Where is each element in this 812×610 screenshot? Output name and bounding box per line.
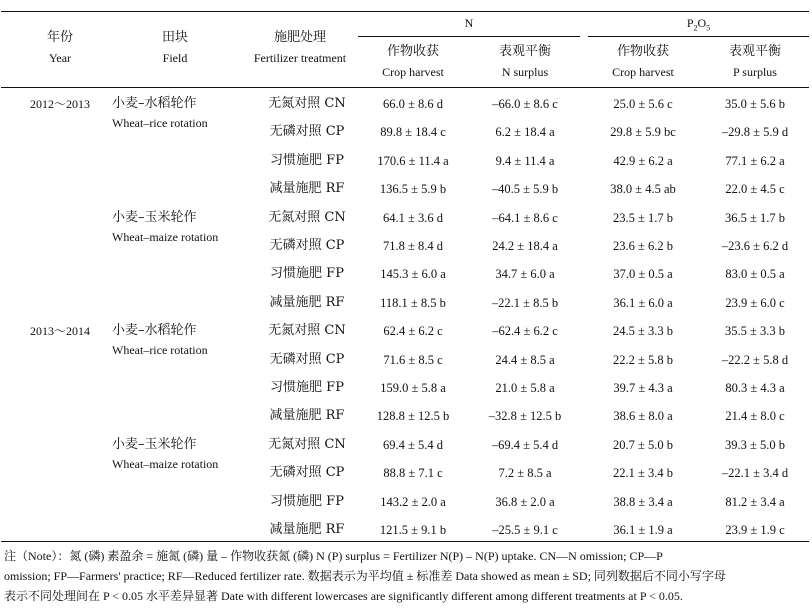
cell-n-surplus: 6.2 ± 18.4 a [495,125,555,140]
table-note [4,546,808,606]
cell-n-crop: 136.5 ± 5.9 b [379,182,447,197]
cell-treatment: 减量施肥 RF [269,181,345,197]
cell-n-crop: 69.4 ± 5.4 d [383,437,443,452]
cell-treatment: 减量施肥 RF [269,294,345,310]
cell-n-surplus: 21.0 ± 5.8 a [495,381,555,395]
cell-treatment: 习惯施肥 FP [270,380,344,395]
header-p-balance-zh: 表观平衡 [728,44,781,59]
cell-p-crop: 38.6 ± 8.0 a [613,409,673,424]
p2o5-o: O [697,16,707,30]
cell-p-surplus: 77.1 ± 6.2 a [725,153,785,168]
cell-treatment: 习惯施肥 FP [270,152,344,168]
cell-p-crop: 20.7 ± 5.0 b [613,437,673,452]
cell-treatment: 无氮对照 CN [268,96,346,111]
cell-n-crop: 71.6 ± 8.5 c [383,352,443,367]
cell-p-crop: 23.6 ± 6.2 b [613,239,673,253]
cell-treatment: 无磷对照 CP [269,351,345,367]
cell-p-surplus: –23.6 ± 6.2 d [721,239,789,253]
cell-p-crop: 22.2 ± 5.8 b [613,352,673,367]
cell-treatment: 无磷对照 CP [269,124,345,140]
cell-p-surplus: 83.0 ± 0.5 a [725,267,785,282]
cell-treatment: 习惯施肥 FP [270,266,344,282]
header-year-en: Year [48,51,72,65]
cell-p-crop: 38.8 ± 3.4 a [613,494,673,509]
cell-p-surplus: 36.5 ± 1.7 b [725,210,785,225]
header-p-crop-zh: 作物收获 [616,44,669,59]
p2o5-p: P [686,16,694,30]
cell-p-crop: 39.7 ± 4.3 a [613,381,673,395]
cell-n-crop: 118.1 ± 8.5 b [380,295,446,310]
header-treatment-en: Fertilizer treatment [253,51,347,65]
cell-n-crop: 64.1 ± 3.6 d [383,210,443,225]
table-bottom-rule [1,541,809,542]
header-field-zh: 田块 [161,30,188,45]
note-line-1: 注（Note）：氮 (磷) 素盈余 = 施氮 (磷) 量 – 作物收获氮 (磷) N (P) surplus = Fertilizer N(P) – N(P) uptake. CN—N omission; CP—P [4,549,663,563]
p2o5-sub-5: 5 [706,23,711,33]
cell-n-surplus: 24.2 ± 18.4 a [492,239,558,253]
header-n-balance-zh: 表观平衡 [498,44,551,59]
cell-treatment: 习惯施肥 FP [270,493,344,509]
header-field-en: Field [162,51,188,65]
cell-n-crop: 121.5 ± 9.1 b [379,523,447,537]
cell-n-surplus: 7.2 ± 8.5 a [498,466,552,481]
cell-p-surplus: 35.0 ± 5.6 b [725,97,785,111]
cell-treatment: 减量施肥 RF [269,522,345,537]
n-group-rule [358,36,580,37]
header-n-crop-en: Crop harvest [382,65,444,79]
p2o5-sub-2: 2 [693,23,698,33]
cell-field-en: Wheat–maize rotation [112,456,219,471]
cell-field-en: Wheat–rice rotation [112,116,208,130]
cell-p-surplus: –22.1 ± 3.4 d [721,466,789,481]
header-bottom-rule [1,87,809,88]
cell-n-crop: 66.0 ± 8.6 d [383,97,443,111]
cell-p-surplus: 22.0 ± 4.5 c [725,182,785,197]
cell-n-surplus: –64.1 ± 8.6 c [492,210,558,225]
cell-field-en: Wheat–maize rotation [112,229,219,244]
cell-n-surplus: –62.4 ± 6.2 c [492,324,558,339]
cell-n-surplus: –40.5 ± 5.9 b [491,182,559,197]
header-year-zh: 年份 [46,30,73,45]
cell-p-surplus: –29.8 ± 5.9 d [721,125,789,140]
cell-n-crop: 170.6 ± 11.4 a [377,153,449,168]
cell-treatment: 无氮对照 CN [268,323,346,339]
cell-p-surplus: 35.5 ± 3.3 b [725,324,785,339]
cell-treatment: 无磷对照 CP [269,465,345,481]
cell-n-crop: 145.3 ± 6.0 a [380,267,446,282]
cell-n-crop: 88.8 ± 7.1 c [383,466,443,481]
cell-p-surplus: 21.4 ± 8.0 c [725,409,785,424]
cell-treatment: 减量施肥 RF [269,408,345,424]
header-n-surplus-en: N surplus [501,65,549,79]
cell-n-crop: 128.8 ± 12.5 b [376,409,450,424]
cell-n-crop: 62.4 ± 6.2 c [383,324,443,339]
header-p-crop-en: Crop harvest [612,65,674,79]
cell-n-surplus: 24.4 ± 8.5 a [495,352,555,367]
cell-p-crop: 25.0 ± 5.6 c [613,97,673,111]
cell-field-zh: 小麦–水稻轮作 [112,96,197,111]
cell-p-surplus: 39.3 ± 5.0 b [725,437,785,452]
cell-field-zh: 小麦–水稻轮作 [112,323,197,339]
cell-n-crop: 71.8 ± 8.4 d [383,239,443,253]
cell-p-crop: 42.9 ± 6.2 a [613,153,673,168]
cell-treatment: 无氮对照 CN [268,209,346,225]
cell-n-surplus: –25.5 ± 9.1 c [492,523,558,537]
cell-field-zh: 小麦–玉米轮作 [112,209,197,225]
cell-p-crop: 23.5 ± 1.7 b [613,210,673,225]
cell-n-surplus: 9.4 ± 11.4 a [495,153,555,168]
cell-year: 2012～2013 [29,97,90,111]
header-p2o5-group [588,15,809,36]
cell-p-crop: 38.0 ± 4.5 ab [610,182,676,197]
cell-field-zh: 小麦–玉米轮作 [112,436,197,452]
header-n-crop-zh: 作物收获 [386,44,439,59]
cell-n-surplus: –66.0 ± 8.6 c [492,97,558,111]
cell-n-crop: 89.8 ± 18.4 c [380,125,446,140]
cell-p-surplus: –22.2 ± 5.8 d [721,352,789,367]
cell-p-surplus: 23.9 ± 1.9 c [725,523,785,537]
cell-p-crop: 29.8 ± 5.9 bc [610,125,676,140]
header-n-group: N [464,16,474,30]
cell-treatment: 无氮对照 CN [268,436,346,452]
cell-p-surplus: 81.2 ± 3.4 a [725,494,785,509]
header-treatment-zh: 施肥处理 [273,30,326,45]
note-line-2: omission; FP—Farmers' practice; RF—Reduced fertilizer rate. 数据表示为平均值 ± 标准差 Data showed as mean ± SD; 同列数据后不同小写字母 [4,569,726,583]
cell-n-surplus: –32.8 ± 12.5 b [488,409,562,424]
cell-field-en: Wheat–rice rotation [112,343,208,358]
cell-p-crop: 22.1 ± 3.4 b [613,466,673,481]
cell-year: 2013～2014 [29,324,90,339]
cell-p-crop: 36.1 ± 1.9 a [613,523,673,537]
cell-n-crop: 143.2 ± 2.0 a [380,494,446,509]
table-top-rule [1,11,809,12]
cell-n-surplus: 34.7 ± 6.0 a [495,267,555,282]
cell-n-surplus: –22.1 ± 8.5 b [491,295,559,310]
note-line-3: 表示不同处理间在 P < 0.05 水平差异显著 Date with different lowercases are significantly different among different treatments at P < 0.05. [4,589,683,603]
cell-p-surplus: 80.3 ± 4.3 a [725,381,785,395]
cell-treatment: 无磷对照 CP [269,238,345,253]
cell-p-crop: 36.1 ± 6.0 a [613,295,673,310]
header-p-surplus-en: P surplus [733,65,777,79]
cell-p-crop: 24.5 ± 3.3 b [613,324,673,339]
cell-p-crop: 37.0 ± 0.5 a [613,267,673,282]
cell-p-surplus: 23.9 ± 6.0 c [725,295,785,310]
cell-n-surplus: –69.4 ± 5.4 d [491,437,559,452]
cell-n-crop: 159.0 ± 5.8 a [380,381,446,395]
cell-n-surplus: 36.8 ± 2.0 a [495,494,555,509]
